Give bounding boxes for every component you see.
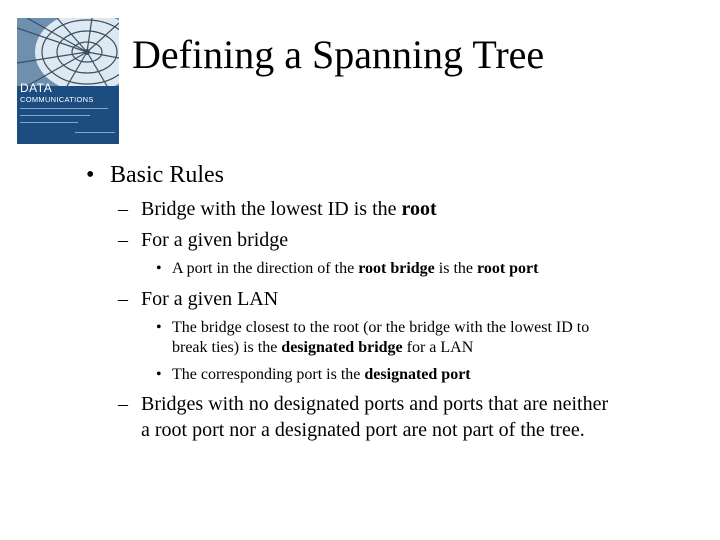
- bullet-text: Basic Rules: [110, 162, 224, 188]
- satellite-dish-graphic: [17, 18, 119, 86]
- bullet-text: For a given bridge: [141, 229, 289, 251]
- bullet-text: The bridge closest to the root (or the bridge with the lowest ID to: [172, 319, 590, 336]
- bullet-text: The corresponding port is the: [172, 366, 365, 383]
- book-cover-image: [17, 18, 119, 144]
- bullet-bold-text: designated port: [364, 366, 471, 383]
- bullet-text: Bridge with the lowest ID is the: [141, 198, 402, 220]
- bullet-marker: •: [86, 162, 95, 188]
- bullet-text: Bridges with no designated ports and ports that are neither: [141, 393, 609, 415]
- dash-marker: –: [118, 393, 128, 415]
- cover-text-line: [20, 122, 78, 123]
- bullet-text: For a given LAN: [141, 288, 279, 310]
- bullet-text: A port in the direction of the: [172, 260, 359, 277]
- bullet-text: break ties) is the: [172, 339, 282, 356]
- dash-marker: –: [118, 288, 128, 310]
- bullet-bold-text: designated bridge: [281, 339, 403, 356]
- bullet-bold-text: root port: [477, 260, 539, 277]
- book-cover-subtitle: COMMUNICATIONS: [20, 95, 94, 104]
- book-cover-title: DATA: [20, 81, 53, 95]
- dash-marker: –: [118, 198, 128, 220]
- cover-text-line: [20, 108, 108, 109]
- bullet-marker: •: [156, 366, 162, 383]
- slide-title: Defining a Spanning Tree: [132, 32, 545, 77]
- cover-text-line: [20, 115, 90, 116]
- bullet-marker: •: [156, 260, 162, 277]
- bullet-bold-text: root bridge: [358, 260, 435, 277]
- bullet-bold-text: root: [401, 198, 437, 220]
- bullet-marker: •: [156, 319, 162, 336]
- cover-text-line: [75, 132, 115, 133]
- dash-marker: –: [118, 229, 128, 251]
- bullet-text: is the: [434, 260, 477, 277]
- bullet-text: a root port nor a designated port are not part of the tree.: [141, 419, 585, 441]
- bullet-text: for a LAN: [402, 339, 474, 356]
